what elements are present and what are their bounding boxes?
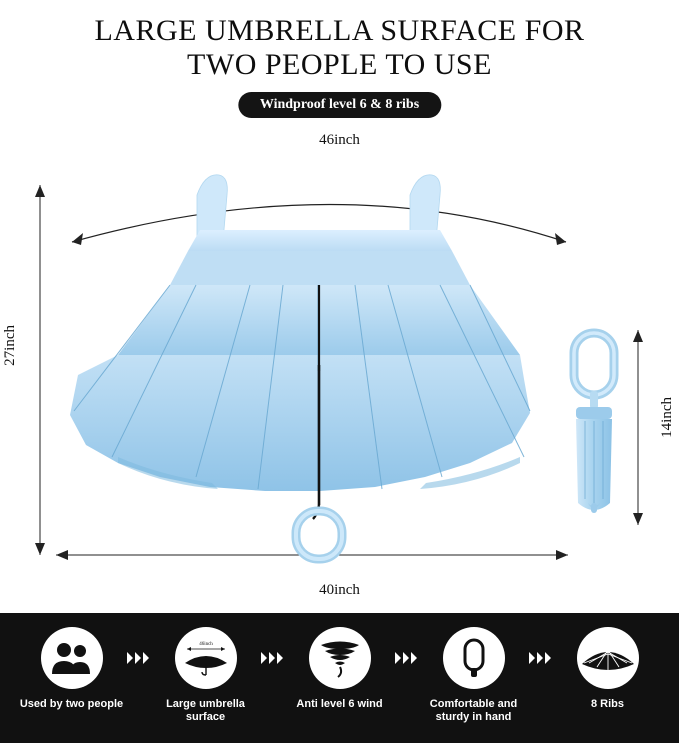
wind-vortex-icon [309,627,371,689]
feature-item-wind [286,627,394,711]
page-title-line-2: TWO PEOPLE TO USE [187,48,492,81]
eight-ribs-icon [577,627,639,689]
feature-item-large-canopy [152,627,260,724]
feature-label: Anti level 6 wind [296,698,383,710]
dimension-label-canopy-height: 27inch [2,325,18,366]
feature-list [0,613,679,743]
handle-grip-icon [443,627,505,689]
two-people-icon [41,627,103,689]
feature-item-handle [420,627,528,724]
feature-badge: Windproof level 6 & 8 ribs [238,92,441,118]
umbrella-diagram-graphic [0,125,679,605]
chevron-right-icon [528,627,554,689]
large-canopy-icon [175,627,237,689]
chevron-right-icon [394,627,420,689]
feature-item-ribs [554,627,662,711]
page-title-line-1: LARGE UMBRELLA SURFACE FOR [94,14,585,47]
feature-strip [0,613,679,743]
chevron-right-icon [126,627,152,689]
dimension-label-canopy-width: 46inch [319,132,360,148]
feature-label: Comfortable and sturdy in hand [429,698,518,723]
umbrella-diagram [0,125,679,605]
dimension-label-folded-height: 14inch [659,397,675,438]
svg-text:46inch: 46inch [198,642,213,647]
feature-label: Large umbrella surface [166,698,245,723]
chevron-right-icon [260,627,286,689]
page-title [0,14,679,82]
feature-label: Used by two people [19,698,124,710]
dimension-label-span-width: 40inch [319,582,360,598]
feature-label: 8 Ribs [590,698,624,710]
feature-item-two-people [18,627,126,711]
